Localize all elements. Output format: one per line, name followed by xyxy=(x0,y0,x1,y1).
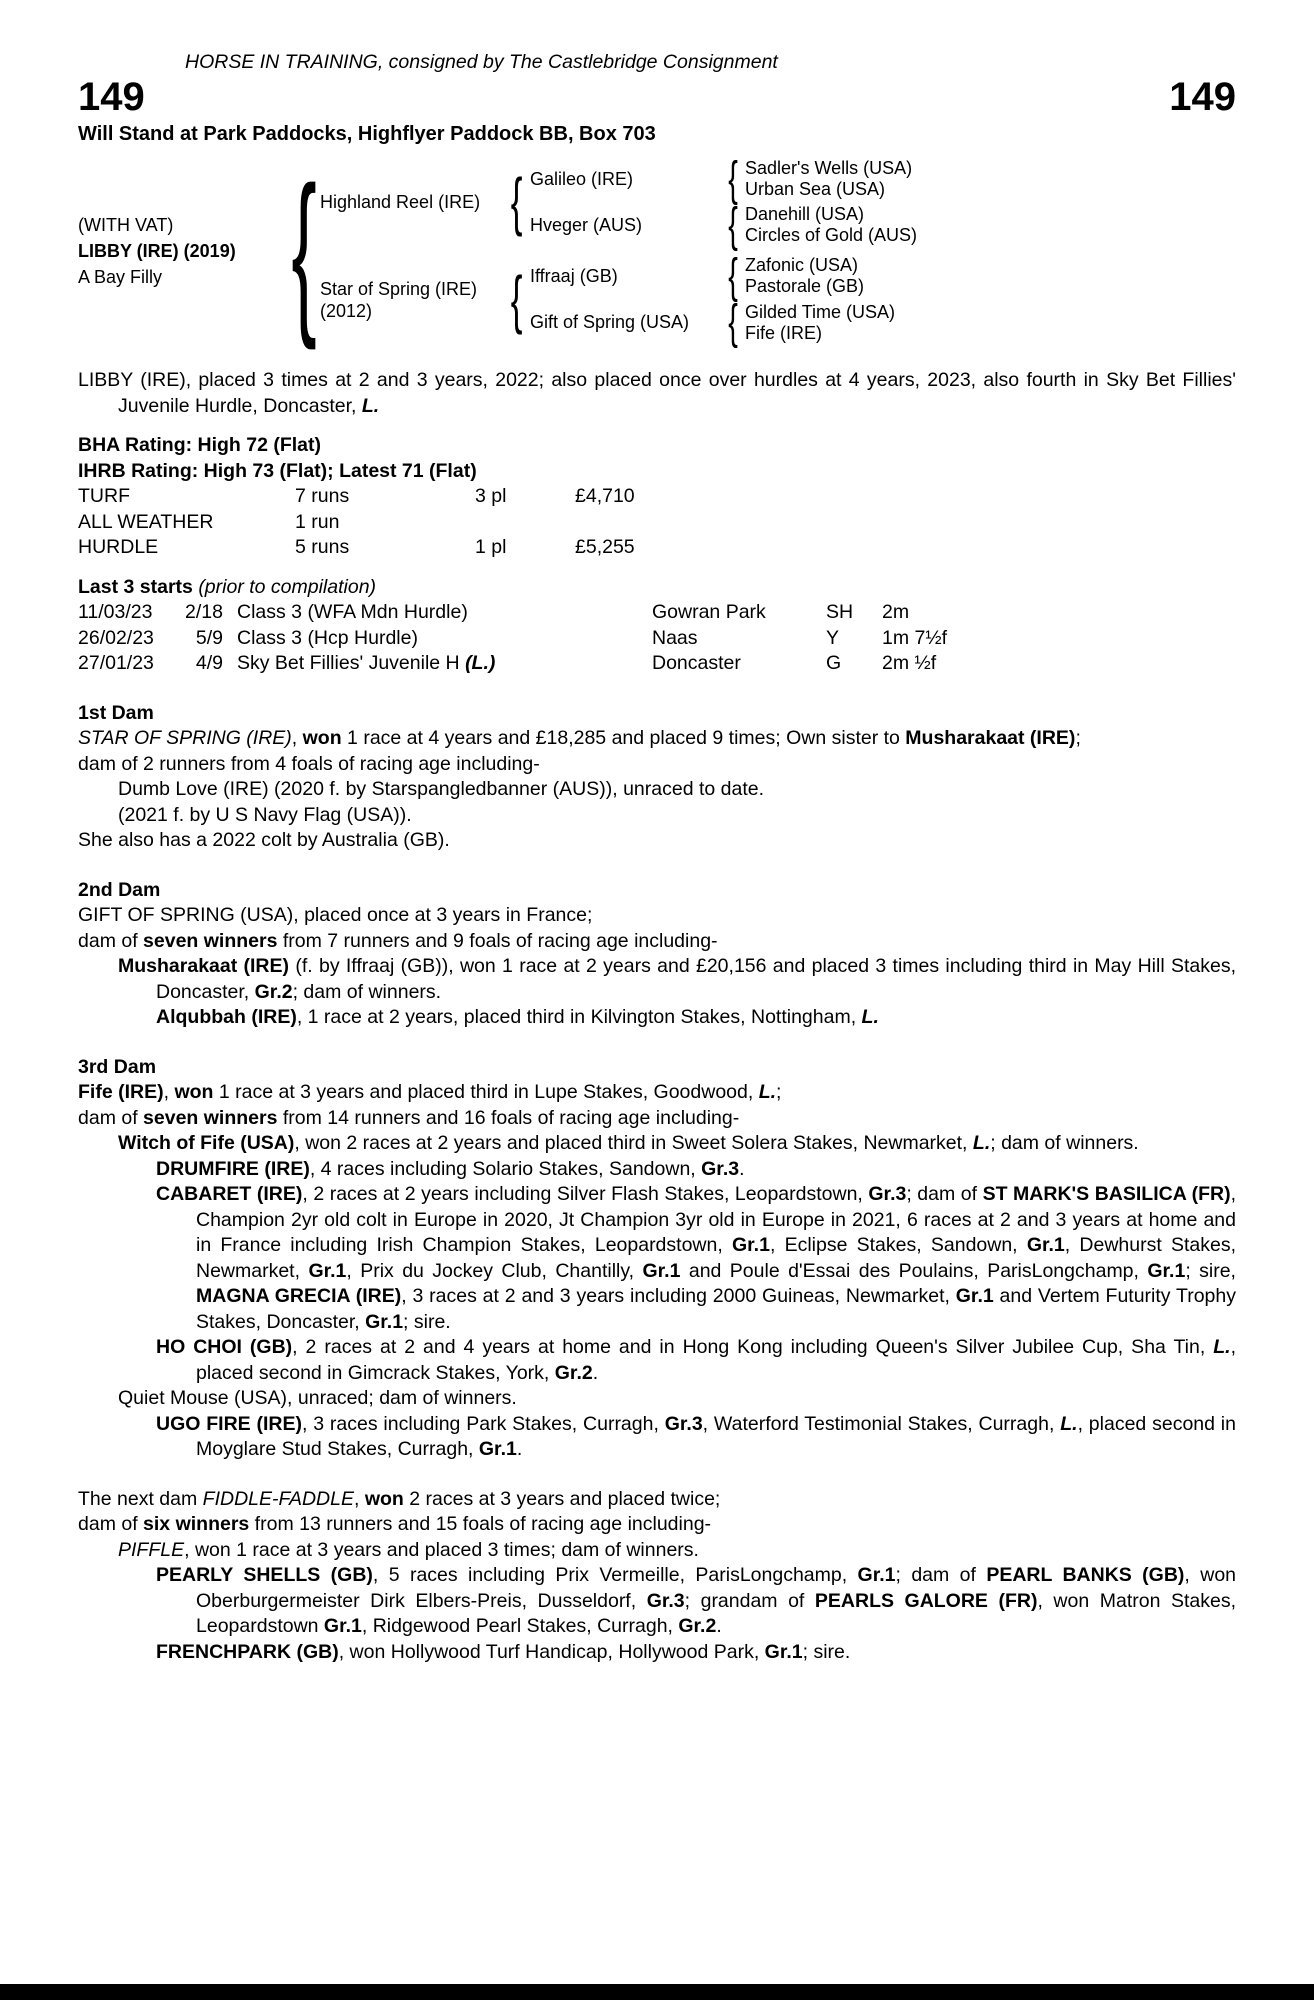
start-date: 27/01/23 xyxy=(78,652,154,675)
start-distance: 2m xyxy=(882,601,910,624)
sire-branch xyxy=(320,152,918,252)
first-dam-text-3: Dumb Love (IRE) (2020 f. by Starspangledbanner (AUS)), unraced to date. xyxy=(118,778,765,801)
great-grandparent-name: Zafonic (USA) xyxy=(745,255,859,276)
start-course: Doncaster xyxy=(652,652,741,675)
dam-year: (2012) xyxy=(320,300,373,321)
pedigree-brace: { xyxy=(728,249,738,303)
third-dam-text-4: DRUMFIRE (IRE), 4 races including Solario Stakes, Sandown, Gr.3. xyxy=(156,1157,745,1180)
start-distance: 2m ½f xyxy=(882,652,937,675)
start-distance: 1m 7½f xyxy=(882,626,948,649)
lot-number-left: 149 xyxy=(78,75,145,119)
start-date: 11/03/23 xyxy=(78,601,153,624)
record-row xyxy=(78,484,1236,510)
last-starts-title: Last 3 starts xyxy=(78,575,199,598)
last-start-row xyxy=(78,626,1236,652)
sire-dam-branch xyxy=(530,198,918,252)
sire-name: Highland Reel (IRE) xyxy=(320,192,481,213)
record-runs: 1 run xyxy=(295,510,340,533)
record-row xyxy=(78,510,1236,536)
pedigree-brace: { xyxy=(728,296,738,350)
dam-branch xyxy=(320,249,917,350)
third-dam-section xyxy=(78,1055,1236,1463)
first-dam-text-4: (2021 f. by U S Navy Flag (USA)). xyxy=(118,803,412,826)
third-dam-text-1: Fife (IRE), won 1 race at 3 years and placed third in Lupe Stakes, Goodwood, L.; xyxy=(78,1081,782,1104)
start-going: Y xyxy=(826,626,840,649)
race-summary-section xyxy=(78,368,1236,419)
dam-name-block xyxy=(320,278,504,322)
next-dam-text-5: FRENCHPARK (GB), won Hollywood Turf Handicap, Hollywood Park, Gr.1; sire. xyxy=(156,1640,851,1663)
horse-description: A Bay Filly xyxy=(78,266,163,287)
sire-of-sire: Galileo (IRE) xyxy=(530,168,634,189)
first-dam-section xyxy=(78,701,1236,854)
great-grandparent-name: Gilded Time (USA) xyxy=(745,301,896,322)
dam-name: Star of Spring (IRE) xyxy=(320,278,478,299)
first-dam-text-2: dam of 2 runners from 4 foals of racing age including- xyxy=(78,752,540,775)
start-race: Sky Bet Fillies' Juvenile H (L.) xyxy=(237,652,496,675)
race-summary-paragraph: LIBBY (IRE), placed 3 times at 2 and 3 years, 2022; also placed once over hurdles at 4 years, 2023, also fourth in Sky Bet Fillies' Juvenile Hurdle, Doncaster, L. xyxy=(78,369,1236,417)
start-position: 4/9 xyxy=(195,652,223,675)
third-dam-text-8: UGO FIRE (IRE), 3 races including Park Stakes, Curragh, Gr.3, Waterford Testimonial Stakes, Curragh, L., placed second in Moyglare Stud Stakes, Curragh, Gr.1. xyxy=(156,1412,1236,1461)
next-dam-text-3: PIFFLE, won 1 race at 3 years and placed 3 times; dam of winners. xyxy=(118,1538,699,1561)
next-dam-text-2: dam of six winners from 13 runners and 15 foals of racing age including- xyxy=(78,1513,712,1536)
record-row xyxy=(78,535,1236,561)
pedigree-brace: { xyxy=(728,152,738,206)
great-grandparent-name: Danehill (USA) xyxy=(745,204,865,225)
stand-location-line: Will Stand at Park Paddocks, Highflyer Paddock BB, Box 703 xyxy=(78,123,656,145)
third-dam-text-3: Witch of Fife (USA), won 2 races at 2 years and placed third in Sweet Solera Stakes, Newmarket, L.; dam of winners. xyxy=(118,1132,1139,1155)
record-surface: ALL WEATHER xyxy=(78,510,214,533)
start-course: Gowran Park xyxy=(652,601,766,624)
sire-of-dam: Iffraaj (GB) xyxy=(530,265,618,286)
last-starts-heading xyxy=(78,575,1236,601)
pedigree-brace: { xyxy=(511,165,523,238)
last-starts-section xyxy=(78,575,1236,677)
great-grandparent-name: Fife (IRE) xyxy=(745,322,823,343)
third-dam-text-7: Quiet Mouse (USA), unraced; dam of winners. xyxy=(118,1387,517,1410)
last-start-row xyxy=(78,600,1236,626)
pedigree-brace: { xyxy=(728,198,738,252)
great-grandparent-name: Circles of Gold (AUS) xyxy=(745,225,918,246)
start-position: 2/18 xyxy=(185,601,223,624)
next-dam-section xyxy=(78,1487,1236,1666)
second-dam-text-4: Alqubbah (IRE), 1 race at 2 years, placed third in Kilvington Stakes, Nottingham, L. xyxy=(156,1006,879,1029)
horse-name: LIBBY (IRE) (2019) xyxy=(78,240,236,261)
record-placed xyxy=(475,510,575,536)
lot-number-row xyxy=(78,76,1236,118)
first-dam-text-1: STAR OF SPRING (IRE), won 1 race at 4 years and £18,285 and placed 9 times; Own sister to Musharakaat (IRE); xyxy=(78,727,1081,750)
dam-of-sire: Hveger (AUS) xyxy=(530,214,643,235)
next-dam-text-1: The next dam FIDDLE-FADDLE, won 2 races at 3 years and placed twice; xyxy=(78,1487,721,1510)
record-surface: TURF xyxy=(78,485,130,508)
record-runs: 5 runs xyxy=(295,536,350,559)
record-earnings: £4,710 xyxy=(575,485,635,508)
record-runs: 7 runs xyxy=(295,485,350,508)
record-placed: 3 pl xyxy=(475,485,507,508)
pedigree-table xyxy=(78,149,1236,351)
start-race: Class 3 (WFA Mdn Hurdle) xyxy=(237,601,468,624)
lot-number-right: 149 xyxy=(1169,75,1236,119)
pedigree-brace: { xyxy=(511,262,523,335)
great-grandparent-name: Sadler's Wells (USA) xyxy=(745,158,913,179)
third-dam-text-5: CABARET (IRE), 2 races at 2 years including Silver Flash Stakes, Leopardstown, Gr.3; dam of ST MARK'S BASILICA (FR), Champion 2yr old colt in Europe in 2020, Jt Champion 3yr old in Europe in 2021, 6 races at 2 and 3 years at home and in France including Irish Champion Stakes, Leopardstown, Gr.1, Eclipse Stakes, Sandown, Gr.1, Dewhurst Stakes, Newmarket, Gr.1, Prix du Jockey Club, Chantilly, Gr.1 and Poule d'Essai des Poulains, ParisLongchamp, Gr.1; sire, MAGNA GRECIA (IRE), 3 races at 2 and 3 years including 2000 Guineas, Newmarket, Gr.1 and Vertem Futurity Trophy Stakes, Doncaster, Gr.1; sire. xyxy=(156,1183,1237,1333)
second-dam-text-1: GIFT OF SPRING (USA), placed once at 3 years in France; xyxy=(78,904,593,927)
start-going: SH xyxy=(826,601,854,624)
start-course: Naas xyxy=(652,626,698,649)
sire-sire-branch xyxy=(530,152,917,206)
bha-rating-line: BHA Rating: High 72 (Flat) xyxy=(78,434,322,457)
third-dam-text-6: HO CHOI (GB), 2 races at 2 and 4 years at home and in Hong Kong including Queen's Silver Jubilee Cup, Sha Tin, L., placed second in Gimcrack Stakes, York, Gr.2. xyxy=(156,1336,1237,1384)
great-grandparent-name: Pastorale (GB) xyxy=(745,276,865,297)
great-grandparent-name: Urban Sea (USA) xyxy=(745,179,886,200)
third-dam-heading: 3rd Dam xyxy=(78,1055,157,1078)
start-position: 5/9 xyxy=(195,626,223,649)
first-dam-heading: 1st Dam xyxy=(78,701,154,724)
dam-dam-branch xyxy=(530,296,896,350)
ratings-and-record-section xyxy=(78,433,1236,561)
record-placed: 1 pl xyxy=(475,536,507,559)
third-dam-text-2: dam of seven winners from 14 runners and 16 foals of racing age including- xyxy=(78,1106,740,1129)
start-race: Class 3 (Hcp Hurdle) xyxy=(237,626,418,649)
second-dam-text-3: Musharakaat (IRE) (f. by Iffraaj (GB)), won 1 race at 2 years and £20,156 and placed 3 times including third in May Hill Stakes, Doncaster, Gr.2; dam of winners. xyxy=(118,955,1236,1003)
ihrb-rating-line: IHRB Rating: High 73 (Flat); Latest 71 (Flat) xyxy=(78,459,477,482)
vat-note: (WITH VAT) xyxy=(78,214,174,235)
record-surface: HURDLE xyxy=(78,536,159,559)
start-going: G xyxy=(826,652,842,675)
next-dam-text-4: PEARLY SHELLS (GB), 5 races including Prix Vermeille, ParisLongchamp, Gr.1; dam of PEARL BANKS (GB), won Oberburgermeister Dirk Elbers-Preis, Dusseldorf, Gr.3; grandam of PEARLS GALORE (FR), won Matron Stakes, Leopardstown Gr.1, Ridgewood Pearl Stakes, Curragh, Gr.2. xyxy=(156,1564,1237,1638)
dam-sire-branch xyxy=(530,249,895,303)
last-starts-note: (prior to compilation) xyxy=(198,575,377,598)
page-bottom-edge xyxy=(0,1984,1314,2000)
second-dam-section xyxy=(78,878,1236,1031)
page-header-consignor: HORSE IN TRAINING, consigned by The Castlebridge Consignment xyxy=(185,51,778,73)
pedigree-brace: { xyxy=(291,149,317,351)
record-earnings: £5,255 xyxy=(575,536,635,559)
dam-of-dam: Gift of Spring (USA) xyxy=(530,312,690,333)
second-dam-text-2: dam of seven winners from 7 runners and 9 foals of racing age including- xyxy=(78,929,718,952)
pedigree-subject xyxy=(78,212,288,290)
first-dam-text-5: She also has a 2022 colt by Australia (GB). xyxy=(78,829,450,852)
last-start-row xyxy=(78,651,1236,677)
second-dam-heading: 2nd Dam xyxy=(78,878,161,901)
start-date: 26/02/23 xyxy=(78,626,154,649)
